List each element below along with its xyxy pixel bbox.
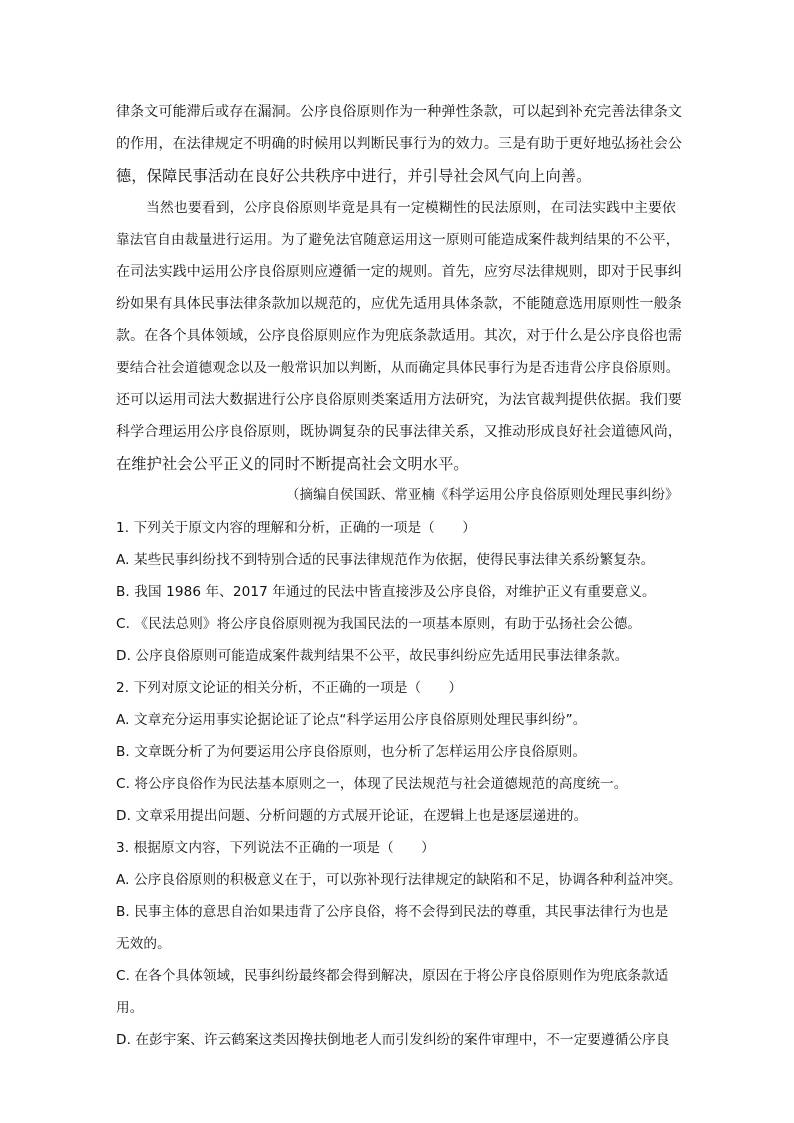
question-2-option-d: D. 文章采用提出问题、分析问题的方式展开论证，在逻辑上也是逐层递进的。 (116, 808, 588, 824)
passage-line: 靠法官自由裁量进行运用。为了避免法官随意运用这一原则可能造成案件裁判结果的不公平， (116, 232, 680, 248)
passage-line: 在司法实践中运用公序良俗原则应遵循一定的规则。首先，应穷尽法律规则，即对于民事纠 (116, 264, 682, 280)
question-3-option-b: B. 民事主体的意思自治如果违背了公序良俗，将不会得到民法的尊重，其民事法律行为也是 (116, 904, 669, 920)
question-3-option-c: C. 在各个具体领域，民事纠纷最终都会得到解决，原因在于将公序良俗原则作为兜底条款适 (116, 968, 669, 984)
passage-line: 当然也要看到，公序良俗原则毕竟是具有一定模糊性的民法原则，在司法实践中主要依 (146, 200, 676, 216)
question-1-option-a: A. 某些民事纠纷找不到特别合适的民事法律规范作为依据，使得民事法律关系纷繁复杂。 (116, 552, 655, 568)
question-3-stem: 3. 根据原文内容，下列说法不正确的一项是（ ） (116, 840, 435, 856)
question-3-option-a: A. 公序良俗原则的积极意义在于，可以弥补现行法律规定的缺陷和不足，协调各种利益冲突。 (116, 872, 682, 888)
question-3-option-b-cont: 无效的。 (116, 936, 171, 952)
question-1-option-c: C. 《民法总则》将公序良俗原则视为我国民法的一项基本原则，有助于弘扬社会公德。 (116, 616, 642, 632)
question-1-option-d: D. 公序良俗原则可能造成案件裁判结果不公平，故民事纠纷应先适用民事法律条款。 (116, 648, 629, 664)
passage-line: 款。在各个具体领域，公序良俗原则应作为兜底条款适用。其次，对于什么是公序良俗也需 (116, 328, 682, 344)
passage-line: 在维护社会公平正义的同时不断提高社会文明水平。 (116, 455, 469, 473)
passage-line: 律条文可能滞后或存在漏洞。公序良俗原则作为一种弹性条款，可以起到补充完善法律条文 (116, 104, 682, 120)
question-3-option-d: D. 在彭宇案、许云鹤案这类因搀扶倒地老人而引发纠纷的案件审理中，不一定要遵循公序良 (116, 1032, 670, 1048)
question-2-option-c: C. 将公序良俗作为民法基本原则之一，体现了民法规范与社会道德规范的高度统一。 (116, 776, 628, 792)
question-2-option-b: B. 文章既分析了为何要运用公序良俗原则，也分析了怎样运用公序良俗原则。 (116, 744, 587, 760)
passage-attribution: （摘编自侯国跃、常亚楠《科学运用公序良俗原则处理民事纠纷》 (286, 488, 679, 503)
question-1-stem: 1. 下列关于原文内容的理解和分析，正确的一项是（ ） (116, 520, 476, 536)
passage-line: 科学合理运用公序良俗原则，既协调复杂的民事法律关系，又推动形成良好社会道德风尚， (116, 424, 682, 440)
passage-line: 的作用，在法律规定不明确的时候用以判断民事行为的效力。三是有助于更好地弘扬社会公 (116, 136, 682, 152)
question-1-option-b: B. 我国 1986 年、2017 年通过的民法中皆直接涉及公序良俗，对维护正义有重要意义。 (116, 584, 656, 600)
question-3-option-c-cont: 用。 (116, 1000, 144, 1016)
question-2-option-a: A. 文章充分运用事实论据论证了论点“科学运用公序良俗原则处理民事纠纷”。 (116, 712, 587, 728)
passage-line: 德，保障民事活动在良好公共秩序中进行，并引导社会风气向上向善。 (116, 167, 592, 185)
passage-line: 还可以运用司法大数据进行公序良俗原则类案适用方法研究，为法官裁判提供依据。我们要 (116, 392, 682, 408)
passage-line: 纷如果有具体民事法律条款加以规范的，应优先适用具体条款，不能随意选用原则性一般条 (116, 296, 682, 312)
passage-line: 要结合社会道德观念以及一般常识加以判断，从而确定具体民事行为是否违背公序良俗原则。 (116, 360, 680, 376)
question-2-stem: 2. 下列对原文论证的相关分析，不正确的一项是（ ） (116, 680, 463, 696)
